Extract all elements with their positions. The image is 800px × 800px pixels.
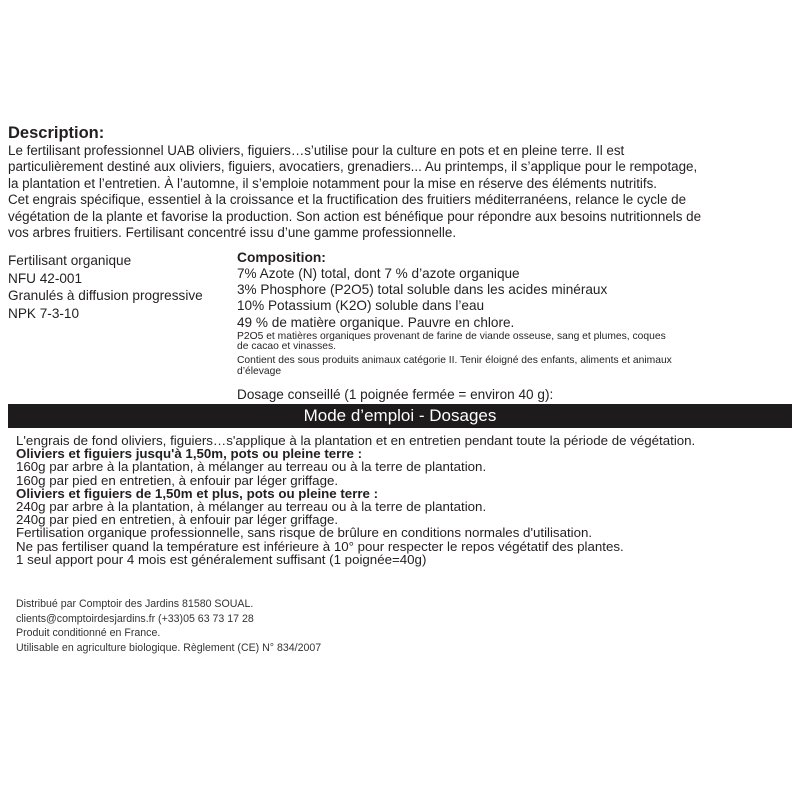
description-section (8, 124, 794, 241)
safety-note: d’élevage (237, 365, 282, 377)
product-type: Fertilisant organique (8, 253, 132, 268)
product-format: Granulés à diffusion progressive (8, 288, 203, 303)
usage-intro: L'engrais de fond oliviers, figuiers…s'applique à la plantation et en entretien pendant toute la période de végétation. (16, 433, 696, 448)
usage-line: 160g par pied en entretien, à enfouir par léger griffage. (16, 472, 339, 488)
composition-note: P2O5 et matières organiques provenant de farine de viande osseuse, sang et plumes, coques (237, 330, 666, 342)
description-line: Cet engrais spécifique, essentiel à la croissance et la fructification des fruitiers méditerranéens, relance le cycle de (8, 192, 687, 208)
usage-line: Fertilisation organique professionnelle, sans risque de brûlure en conditions normales d'utilisation. (16, 525, 593, 541)
dosage-advice: Dosage conseillé (1 poignée fermée = environ 40 g): (237, 387, 554, 403)
usage-heading: Oliviers et figuiers de 1,50m et plus, pots ou pleine terre : (16, 485, 379, 501)
usage-line: 1 seul apport pour 4 mois est généralement suffisant (1 poignée=40g) (16, 551, 427, 567)
usage-line: 240g par arbre à la plantation, à mélanger au terreau ou à la terre de plantation. (16, 499, 487, 515)
product-info (8, 252, 233, 322)
distributor: Distribué par Comptoir des Jardins 81580 SOUAL. (16, 598, 254, 610)
description-line: Le fertilisant professionnel UAB oliviers, figuiers…s’utilise pour la culture en pots et en pleine terre. Il est (8, 143, 625, 158)
usage-line: 160g par arbre à la plantation, à mélanger au terreau ou à la terre de plantation. (16, 459, 487, 475)
description-title: Description: (8, 124, 105, 142)
origin: Produit conditionné en France. (16, 627, 161, 640)
organic-regulation: Utilisable en agriculture biologique. Règlement (CE) N° 834/2007 (16, 641, 322, 654)
composition-line: 49 % de matière organique. Pauvre en chlore. (237, 314, 515, 330)
usage-section (16, 434, 792, 566)
description-line: végétation de la plante et favorise la production. Son action est bénéfique pour répondre aux besoins nutritionnels de (8, 208, 702, 224)
description-line: particulièrement destiné aux oliviers, figuiers, avocatiers, grenadiers... Au printemps, il s’applique pour le rempotage, (8, 159, 698, 175)
composition-line: 7% Azote (N) total, dont 7 % d’azote organique (237, 266, 520, 281)
usage-heading: Oliviers et figuiers jusqu'à 1,50m, pots ou pleine terre : (16, 446, 363, 462)
safety-note: Contient des sous produits animaux catégorie II. Tenir éloigné des enfants, aliments et animaux (237, 355, 672, 366)
description-line: la plantation et l’entretien. À l’automne, il s’emploie notamment pour la mise en réserve des éléments nutritifs. (8, 175, 658, 191)
description-line: vos arbres fruitiers. Fertilisant concentré issu d’une gamme professionnelle. (8, 225, 457, 241)
contact: clients@comptoirdesjardins.fr (+33)05 63 73 17 28 (16, 612, 254, 625)
usage-line: 240g par pied en entretien, à enfouir par léger griffage. (16, 512, 339, 528)
composition-line: 3% Phosphore (P2O5) total soluble dans les acides minéraux (237, 282, 608, 298)
composition-note: de cacao et vinasses. (237, 341, 337, 353)
composition-line: 10% Potassium (K2O) soluble dans l’eau (237, 298, 485, 314)
usage-banner: Mode d’emploi - Dosages (8, 404, 792, 428)
composition-title: Composition: (237, 250, 326, 265)
product-npk: NPK 7-3-10 (8, 305, 80, 321)
footer-section (16, 597, 516, 655)
product-norm: NFU 42-001 (8, 270, 83, 286)
composition-section (237, 250, 792, 403)
usage-line: Ne pas fertiliser quand la température est inférieure à 10° pour respecter le repos végétatif des plantes. (16, 538, 624, 554)
